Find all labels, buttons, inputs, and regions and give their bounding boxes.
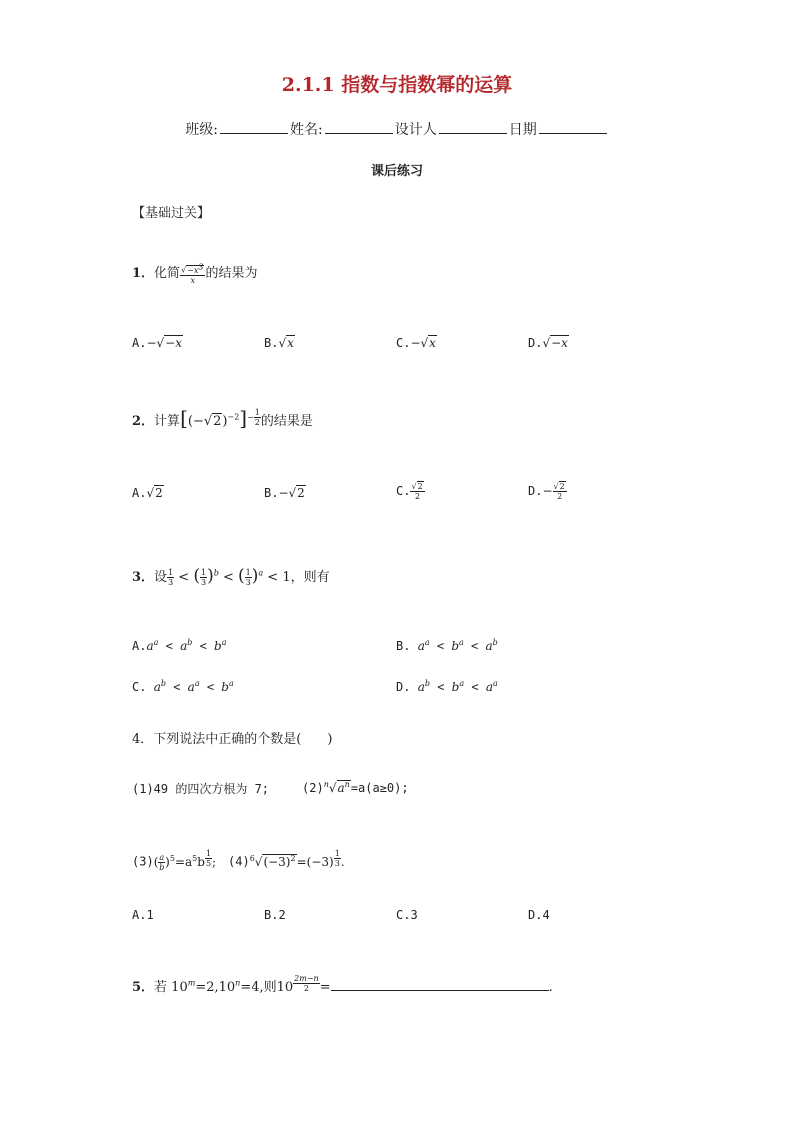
q5-answer-blank[interactable] xyxy=(331,977,549,991)
q4-option-d[interactable]: D.4 xyxy=(528,908,550,922)
name-label: 姓名: xyxy=(290,122,323,138)
q1-prefix: 化简 xyxy=(154,266,181,281)
section-heading: 【基础过关】 xyxy=(132,206,211,221)
question-5: 5．若 $10^m=2,10^n=4$,则10 $^{\frac{2m-n}{2}}$ = . xyxy=(132,974,553,995)
date-label: 日期 xyxy=(508,122,537,138)
q4-statement-2: $(2)^n√a^n=a(a\ge 0)$; xyxy=(302,780,409,795)
q4-option-c[interactable]: C.3 xyxy=(396,908,418,922)
q3-number: 3． xyxy=(132,570,155,585)
q4-option-a[interactable]: A.1 xyxy=(132,908,154,922)
student-info-line xyxy=(0,119,794,139)
section-subtitle: 课后练习 xyxy=(370,164,423,179)
name-blank[interactable] xyxy=(325,120,393,134)
question-2 xyxy=(132,406,313,430)
q2-number: 2． xyxy=(132,414,155,429)
q4-option-b[interactable]: B.2 xyxy=(264,908,286,922)
q2-option-b[interactable]: B.−√2 xyxy=(264,486,305,500)
q2-suffix: 的结果是 xyxy=(260,414,313,429)
q3-option-d[interactable]: D. $a^b < b^a < a^a$ xyxy=(396,679,498,694)
q2-expression: $[(-√2)^{-2}]^{- \frac{1}{2}}$ xyxy=(180,406,260,430)
q1-number: 1． xyxy=(132,266,155,281)
date-blank[interactable] xyxy=(539,120,607,134)
q1-option-d[interactable]: D.√−x xyxy=(528,336,568,350)
q4-statement-4: $(4)^6√(-3)^2=(-3)$ $^{\frac{1}{3}}$ . xyxy=(228,849,345,869)
class-blank[interactable] xyxy=(220,120,288,134)
q2-option-d[interactable]: D.− $\frac{√2}{2}$ xyxy=(528,482,565,501)
q4-statement-3: (3)( $\frac{a}{b}$ )$^5=a^5b$ $^{\frac{1}{5}}$ ; xyxy=(132,849,217,872)
q1-option-a[interactable]: A.−√−x xyxy=(132,336,182,350)
q4-statement-1: (1)49 的四次方根为 7; xyxy=(132,782,270,796)
q2-prefix: 计算 xyxy=(154,414,181,429)
designer-label: 设计人 xyxy=(394,122,437,138)
q3-option-a[interactable]: $A.a^a < a^b < b^a$ xyxy=(132,638,227,653)
q1-option-b[interactable]: B.√x xyxy=(264,336,294,350)
question-3 xyxy=(132,566,330,587)
q1-expression: $\frac{√-x^3}{x}$ xyxy=(181,262,204,285)
q2-option-c[interactable]: C. $\frac{√2}{2}$ xyxy=(396,482,423,501)
page-title: 2.1.1 指数与指数幂的运算 xyxy=(281,74,513,96)
q1-option-c[interactable]: C.−√x xyxy=(396,336,436,350)
q2-option-a[interactable]: A.√2 xyxy=(132,486,163,500)
q1-suffix: 的结果为 xyxy=(205,266,258,281)
q5-number: 5． xyxy=(132,979,155,995)
q3-prefix: 设 xyxy=(154,570,168,585)
q3-expression: $\frac{1}{3}$ < ( $\frac{1}{3}$ )$^b$ < ( $\frac{1}{3}$ )$^a$ < 1 xyxy=(168,566,291,587)
q3-option-c[interactable]: C. $a^b < a^a < b^a$ xyxy=(132,679,234,694)
q3-suffix: ，则有 xyxy=(290,570,330,585)
q3-option-b[interactable]: B. $a^a < b^a < a^b$ xyxy=(396,638,498,653)
class-label: 班级: xyxy=(185,122,218,138)
question-1 xyxy=(132,262,258,285)
question-4: 4．下列说法中正确的个数是( ) xyxy=(132,732,333,747)
designer-blank[interactable] xyxy=(439,120,507,134)
